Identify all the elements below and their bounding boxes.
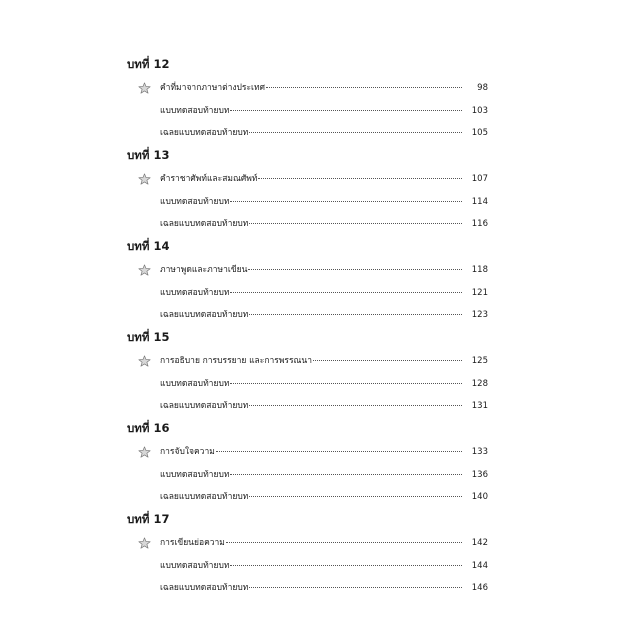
entry-label: ภาษาพูดและภาษาเขียน (160, 265, 248, 275)
dot-leader (249, 405, 462, 406)
entry-label: เฉลยแบบทดสอบท้ายบท (160, 401, 249, 411)
page-number: 103 (471, 105, 488, 116)
dot-leader (249, 496, 462, 497)
page-number: 140 (471, 492, 488, 502)
star-bullet-icon (138, 355, 151, 367)
entry-label: คำที่มาจากภาษาต่างประเทศ (160, 83, 265, 93)
entry-label: การอธิบาย การบรรยาย และการพรรณนา (160, 356, 313, 366)
entry-label: แบบทดสอบท้ายบท (160, 196, 230, 207)
page-number: 114 (471, 196, 488, 207)
toc-entry (0, 354, 640, 368)
entry-label: แบบทดสอบท้ายบท (160, 105, 230, 116)
dot-leader (313, 360, 462, 361)
toc-entry (0, 536, 640, 550)
toc-entry (0, 195, 640, 209)
page-number: 107 (471, 174, 488, 184)
star-bullet-icon (138, 264, 151, 276)
dot-leader (258, 178, 462, 179)
chapter-title: บทที่ 13 (127, 148, 170, 162)
chapter-title: บทที่ 12 (127, 57, 170, 71)
chapter-title: บทที่ 17 (127, 512, 170, 526)
dot-leader (249, 223, 462, 224)
star-bullet-icon (138, 446, 151, 458)
star-bullet-icon (138, 537, 151, 549)
toc-entry (0, 104, 640, 118)
page-number: 144 (471, 560, 488, 571)
toc-entry (0, 126, 640, 140)
entry-label: คำราชาศัพท์และสมณศัพท์ (160, 174, 258, 184)
dot-leader (230, 383, 462, 384)
dot-leader (230, 474, 462, 475)
chapter-title: บทที่ 15 (127, 330, 170, 344)
toc-entry (0, 490, 640, 504)
toc-entry (0, 286, 640, 300)
page-number: 116 (471, 219, 488, 229)
toc-entry (0, 172, 640, 186)
dot-leader (249, 587, 462, 588)
toc-entry (0, 217, 640, 231)
toc-entry (0, 468, 640, 482)
page-number: 131 (471, 401, 488, 411)
toc-entry (0, 308, 640, 322)
entry-label: แบบทดสอบท้ายบท (160, 378, 230, 389)
dot-leader (248, 269, 462, 270)
page-number: 123 (471, 310, 488, 320)
dot-leader (230, 110, 462, 111)
entry-label: การจับใจความ (160, 447, 215, 457)
page-number: 98 (477, 83, 488, 93)
page-number: 142 (471, 538, 488, 548)
star-bullet-icon (138, 82, 151, 94)
toc-entry (0, 559, 640, 573)
dot-leader (230, 565, 462, 566)
page-number: 146 (471, 583, 488, 593)
page-number: 136 (471, 469, 488, 480)
dot-leader (249, 314, 462, 315)
star-bullet-icon (138, 173, 151, 185)
toc-entry (0, 399, 640, 413)
toc-entry (0, 263, 640, 277)
dot-leader (230, 201, 462, 202)
dot-leader (266, 87, 462, 88)
page-number: 133 (471, 447, 488, 457)
dot-leader (230, 292, 462, 293)
entry-label: การเขียนย่อความ (160, 538, 225, 548)
entry-label: เฉลยแบบทดสอบท้ายบท (160, 128, 249, 138)
chapter-title: บทที่ 16 (127, 421, 170, 435)
page-number: 118 (471, 265, 488, 275)
dot-leader (249, 132, 462, 133)
chapter-title: บทที่ 14 (127, 239, 170, 253)
page-number: 128 (471, 378, 488, 389)
entry-label: เฉลยแบบทดสอบท้ายบท (160, 310, 249, 320)
entry-label: แบบทดสอบท้ายบท (160, 287, 230, 298)
entry-label: เฉลยแบบทดสอบท้ายบท (160, 583, 249, 593)
page-number: 121 (471, 287, 488, 298)
toc-entry (0, 81, 640, 95)
toc-entry (0, 445, 640, 459)
toc-entry (0, 581, 640, 595)
page-number: 105 (471, 128, 488, 138)
dot-leader (226, 542, 462, 543)
toc-entry (0, 377, 640, 391)
entry-label: เฉลยแบบทดสอบท้ายบท (160, 219, 249, 229)
entry-label: แบบทดสอบท้ายบท (160, 560, 230, 571)
entry-label: เฉลยแบบทดสอบท้ายบท (160, 492, 249, 502)
dot-leader (216, 451, 462, 452)
page-number: 125 (471, 356, 488, 366)
entry-label: แบบทดสอบท้ายบท (160, 469, 230, 480)
